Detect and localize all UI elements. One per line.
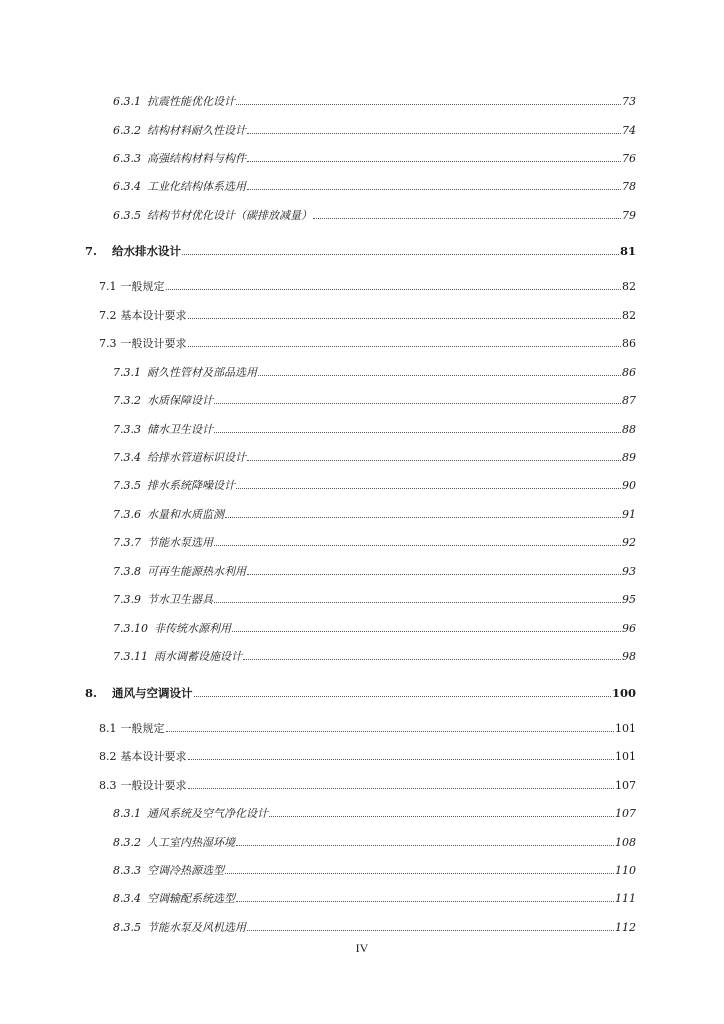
toc-entry[interactable] [113, 565, 636, 579]
toc-page: 98 [622, 650, 636, 663]
toc-page: 73 [622, 95, 636, 108]
toc-number: 7.3.1 [113, 366, 141, 379]
toc-number: 7.3.2 [113, 394, 141, 407]
toc-page: 76 [622, 152, 636, 165]
toc-number: 7.3.7 [113, 536, 141, 549]
toc-entry[interactable] [113, 807, 636, 821]
toc-title: 基本设计要求 [120, 309, 187, 322]
toc-entry[interactable] [113, 152, 636, 166]
toc-number: 6.3.4 [113, 180, 141, 193]
dot-leader [182, 253, 619, 255]
toc-page: 79 [622, 209, 636, 222]
toc-number: 6.3.2 [113, 124, 141, 137]
dot-leader [243, 658, 621, 660]
toc-page: 101 [615, 750, 636, 763]
toc-page: 107 [615, 779, 636, 792]
dot-leader [232, 630, 621, 632]
toc-entry[interactable] [113, 451, 636, 465]
toc-number: 8.2 [99, 750, 117, 763]
toc-number: 6.3.5 [113, 209, 141, 222]
dot-leader [247, 188, 621, 190]
toc-title: 非传统水源利用 [154, 622, 231, 635]
toc-title: 雨水调蓄设施设计 [154, 650, 242, 663]
toc-title: 一般规定 [120, 722, 165, 735]
dot-leader [313, 217, 621, 219]
toc-entry[interactable] [113, 650, 636, 664]
dot-leader [269, 815, 614, 817]
toc-title: 高强结构材料与构件 [147, 152, 246, 165]
toc-page: 91 [622, 508, 636, 521]
dot-leader [188, 787, 615, 789]
toc-entry[interactable] [113, 864, 636, 878]
toc-page: 108 [615, 836, 636, 849]
toc-title: 空调冷热源选型 [147, 864, 224, 877]
toc-entry[interactable] [99, 750, 636, 764]
toc-page: 111 [615, 892, 636, 905]
toc-number: 7.3.6 [113, 508, 141, 521]
toc-entry[interactable] [99, 337, 636, 351]
dot-leader [225, 872, 614, 874]
toc-entry[interactable] [113, 124, 636, 138]
toc-number: 6.3.1 [113, 95, 141, 108]
toc-entry[interactable] [99, 779, 636, 793]
toc-title: 耐久性管材及部品选用 [147, 366, 257, 379]
toc-number: 7.3.11 [113, 650, 148, 663]
toc-title: 给水排水设计 [112, 244, 181, 258]
toc-title: 可再生能源热水利用 [147, 565, 246, 578]
toc-entry[interactable] [113, 508, 636, 522]
toc-title: 抗震性能优化设计 [147, 95, 235, 108]
toc-page: 93 [622, 565, 636, 578]
toc-page: 90 [622, 479, 636, 492]
toc-page: 101 [615, 722, 636, 735]
dot-leader [236, 844, 614, 846]
toc-number: 8.3.2 [113, 836, 141, 849]
toc-entry-chapter[interactable] [85, 686, 636, 700]
dot-leader [236, 487, 621, 489]
toc-title: 储水卫生设计 [147, 423, 213, 436]
toc-number: 8.3 [99, 779, 117, 792]
toc-number: 8.3.4 [113, 892, 141, 905]
toc-number: 7.3 [99, 337, 117, 350]
toc-title: 一般规定 [120, 280, 165, 293]
dot-leader [214, 601, 621, 603]
toc-page: 87 [622, 394, 636, 407]
dot-leader [214, 544, 621, 546]
toc-number: 8. [85, 686, 98, 700]
toc-number: 7.3.5 [113, 479, 141, 492]
toc-title: 工业化结构体系选用 [147, 180, 246, 193]
toc-number: 7.2 [99, 309, 117, 322]
toc-page: 81 [619, 244, 636, 258]
toc-number: 7. [85, 244, 98, 258]
dot-leader [258, 374, 621, 376]
toc-page: 82 [622, 309, 636, 322]
toc-number: 8.3.5 [113, 921, 141, 934]
toc-entry[interactable] [113, 366, 636, 380]
dot-leader [247, 132, 621, 134]
toc-entry[interactable] [99, 280, 636, 294]
dot-leader [188, 317, 622, 319]
toc-page: 96 [622, 622, 636, 635]
toc-title: 结构节材优化设计（碳排放减量） [147, 209, 312, 222]
toc-number: 7.3.10 [113, 622, 148, 635]
toc-entry[interactable] [113, 892, 636, 906]
dot-leader [247, 929, 614, 931]
toc-entry[interactable] [113, 836, 636, 850]
toc-title: 空调输配系统选型 [147, 892, 235, 905]
toc-title: 水质保障设计 [147, 394, 213, 407]
toc-page: 86 [622, 366, 636, 379]
toc-page: 82 [622, 280, 636, 293]
toc-number: 7.3.3 [113, 423, 141, 436]
toc-number: 7.1 [99, 280, 117, 293]
dot-leader [225, 516, 621, 518]
dot-leader [188, 758, 615, 760]
toc-entry-chapter[interactable] [85, 244, 636, 258]
toc-page: 107 [615, 807, 636, 820]
toc-page: 100 [611, 686, 636, 700]
dot-leader [166, 730, 615, 732]
toc-page: 110 [615, 864, 636, 877]
toc-page: 74 [622, 124, 636, 137]
toc-number: 8.3.1 [113, 807, 141, 820]
dot-leader [214, 402, 621, 404]
toc-page: 89 [622, 451, 636, 464]
dot-leader [214, 431, 621, 433]
dot-leader [236, 103, 621, 105]
toc-title: 节水卫生器具 [147, 593, 213, 606]
toc-title: 结构材料耐久性设计 [147, 124, 246, 137]
toc-number: 7.3.8 [113, 565, 141, 578]
toc-entry[interactable] [113, 180, 636, 194]
dot-leader [166, 288, 622, 290]
toc-entry[interactable] [113, 622, 636, 636]
toc-entry[interactable] [113, 593, 636, 607]
toc-entry[interactable] [113, 394, 636, 408]
toc-page: 92 [622, 536, 636, 549]
toc-entry[interactable] [113, 95, 636, 109]
toc-title: 通风与空调设计 [112, 686, 193, 700]
toc-number: 7.3.9 [113, 593, 141, 606]
toc-number: 6.3.3 [113, 152, 141, 165]
toc-title: 排水系统降噪设计 [147, 479, 235, 492]
dot-leader [188, 345, 622, 347]
toc-page: 86 [622, 337, 636, 350]
toc-title: 人工室内热湿环境 [147, 836, 235, 849]
dot-leader [247, 573, 621, 575]
toc-number: 8.3.3 [113, 864, 141, 877]
toc-entry[interactable] [99, 722, 636, 736]
toc-title: 一般设计要求 [120, 337, 187, 350]
toc-page: 78 [622, 180, 636, 193]
toc-entry[interactable] [113, 536, 636, 550]
toc-entry[interactable] [113, 479, 636, 493]
toc-entry[interactable] [99, 309, 636, 323]
toc-title: 水量和水质监测 [147, 508, 224, 521]
toc-title: 通风系统及空气净化设计 [147, 807, 268, 820]
toc-title: 给排水管道标识设计 [147, 451, 246, 464]
toc-number: 7.3.4 [113, 451, 141, 464]
toc-page: 112 [615, 921, 636, 934]
dot-leader [247, 459, 621, 461]
dot-leader [247, 160, 621, 162]
toc-entry[interactable] [113, 423, 636, 437]
toc-page: 95 [622, 593, 636, 606]
toc-entry[interactable] [113, 921, 636, 935]
dot-leader [194, 695, 611, 697]
toc-entry[interactable] [113, 209, 636, 223]
toc-title: 节能水泵及风机选用 [147, 921, 246, 934]
page-number: IV [355, 941, 369, 955]
toc-number: 8.1 [99, 722, 117, 735]
toc-title: 基本设计要求 [120, 750, 187, 763]
toc-title: 节能水泵选用 [147, 536, 213, 549]
toc-page: 88 [622, 423, 636, 436]
dot-leader [236, 900, 614, 902]
toc-title: 一般设计要求 [120, 779, 187, 792]
